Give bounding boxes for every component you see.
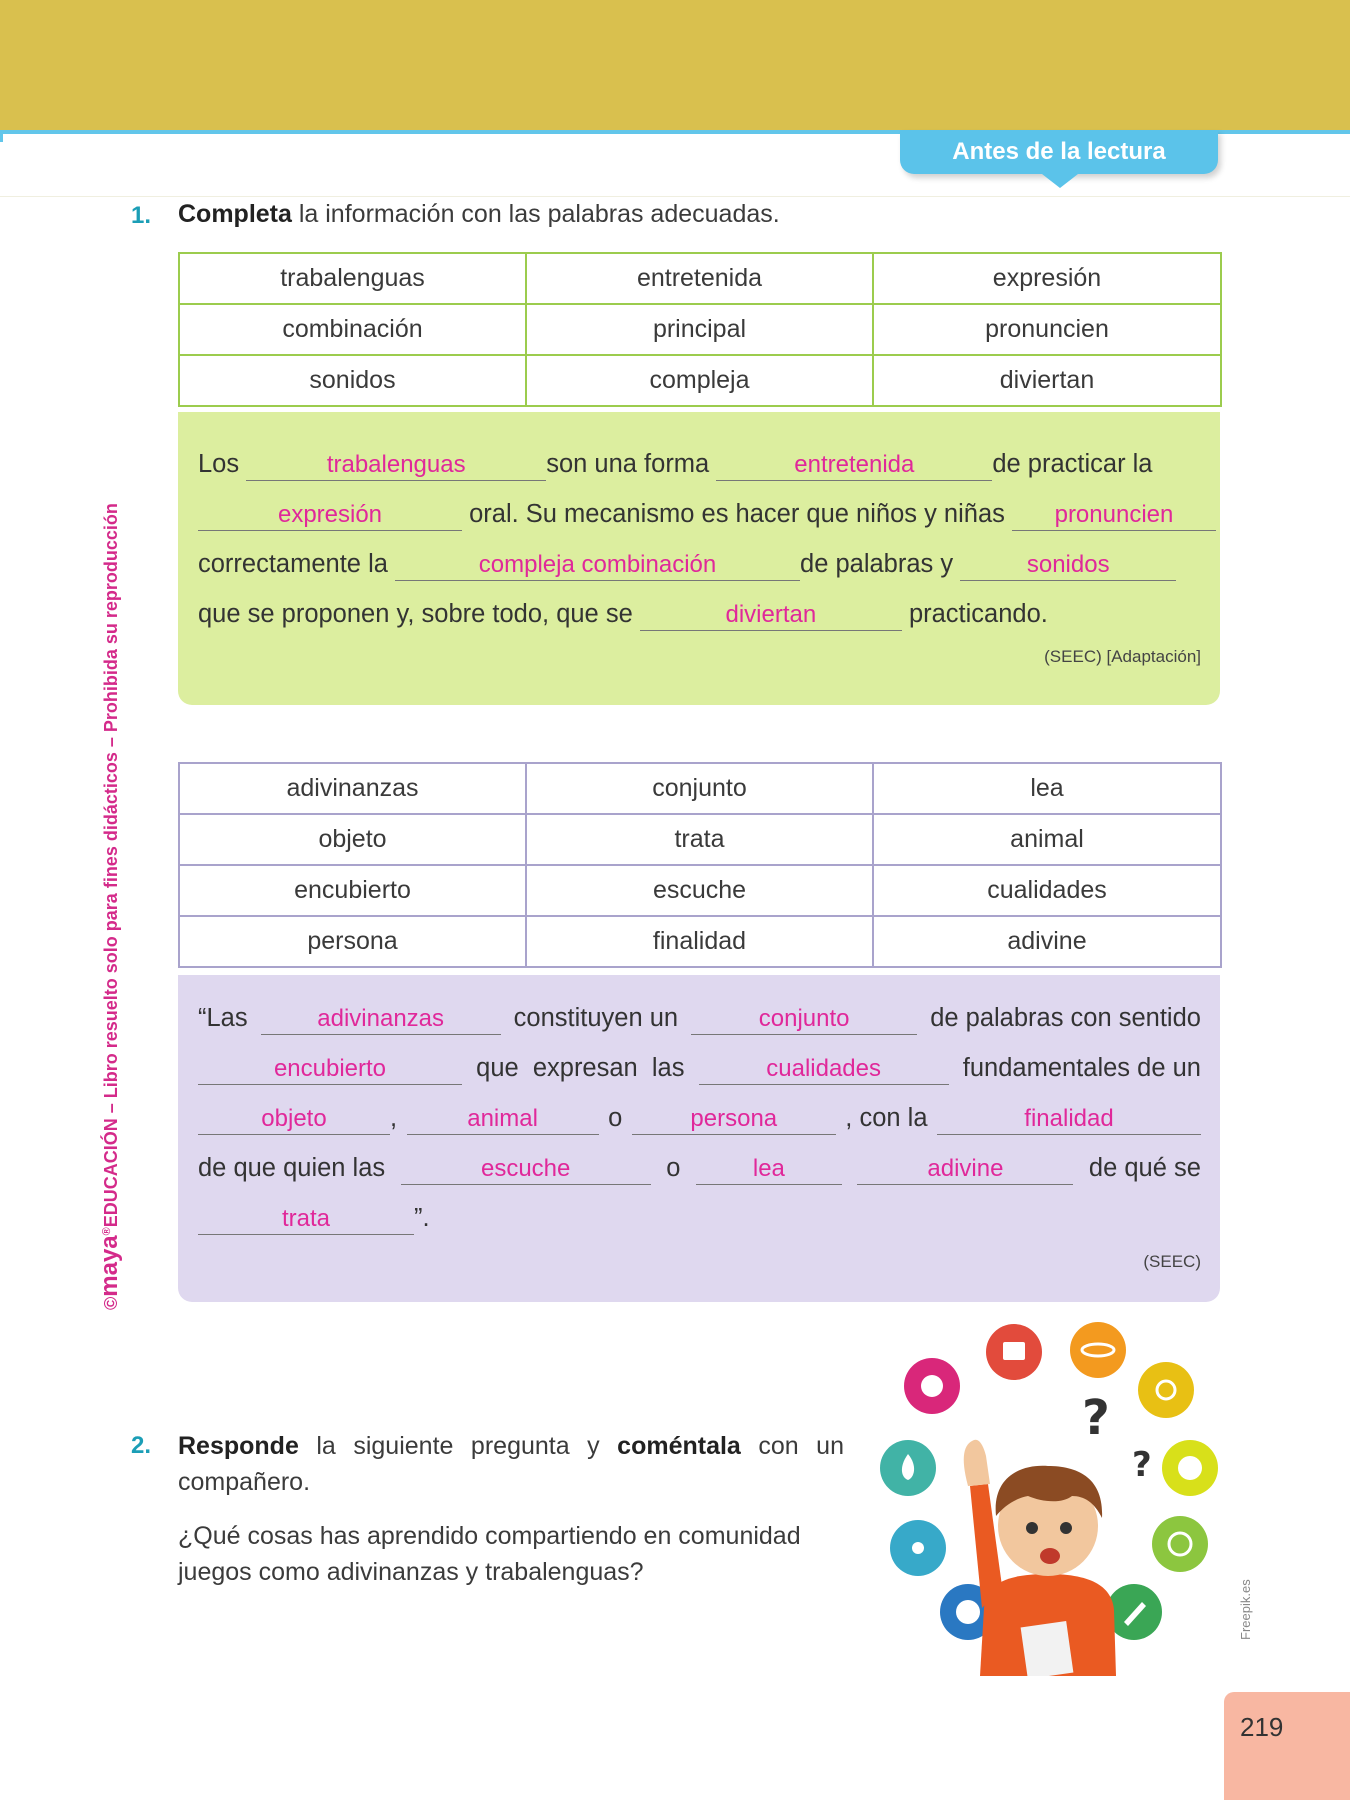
table-cell: adivinanzas xyxy=(179,763,526,814)
question-2-instruction xyxy=(178,1428,844,1500)
question-2-verb-comment: coméntala xyxy=(617,1432,741,1460)
side-credit-text: EDUCACIÓN – Libro resuelto solo para fines didácticos – Prohibida su reproducción xyxy=(101,503,121,1228)
cloze-text: expresan xyxy=(532,1054,638,1082)
side-credit xyxy=(96,503,124,1310)
answer-blank[interactable]: diviertan xyxy=(640,600,902,631)
brand-logo-text: maya xyxy=(96,1235,123,1297)
cloze-text: ”. xyxy=(414,1204,430,1232)
table-row xyxy=(179,814,1221,865)
illustration-credit: Freepik.es xyxy=(1238,1579,1253,1640)
header-accent-tick xyxy=(0,130,3,142)
cloze-line xyxy=(198,550,1201,581)
answer-blank[interactable]: adivine xyxy=(857,1154,1073,1185)
table-cell: principal xyxy=(526,304,873,355)
answer-blank[interactable]: lea xyxy=(696,1154,842,1185)
cloze-text: de palabras y xyxy=(800,550,954,578)
cloze-line xyxy=(198,1204,1201,1235)
table-cell: entretenida xyxy=(526,253,873,304)
table-cell: compleja xyxy=(526,355,873,406)
answer-blank[interactable]: sonidos xyxy=(960,550,1176,581)
cloze-text: o xyxy=(608,1104,623,1132)
section-tab xyxy=(900,130,1218,174)
table-cell: escuche xyxy=(526,865,873,916)
word-bank-table-2 xyxy=(178,762,1222,968)
question-1-text: la información con las palabras adecuadas. xyxy=(291,200,780,228)
table-row xyxy=(179,304,1221,355)
cell-icon xyxy=(1152,1516,1208,1572)
registered-symbol: ® xyxy=(101,1227,113,1236)
planet-icon xyxy=(1070,1322,1126,1378)
question-2-prompt: ¿Qué cosas has aprendido compartiendo en comunidad juegos como adivinanzas y trabalenguas? xyxy=(178,1522,801,1586)
cloze-text: de palabras con sentido xyxy=(930,1004,1201,1032)
cloze-line xyxy=(198,600,1201,631)
cloze-text: , con la xyxy=(845,1104,928,1132)
source-citation: (SEEC) xyxy=(1143,1252,1201,1271)
table-row xyxy=(179,916,1221,967)
answer-blank[interactable]: trata xyxy=(198,1204,414,1235)
cloze-text: oral. Su mecanismo es hacer que niños y niñas xyxy=(469,500,1005,528)
cloze-line xyxy=(198,1054,1201,1085)
cloze-text: , xyxy=(390,1104,398,1132)
cloze-text: practicando. xyxy=(908,600,1048,628)
table-cell: finalidad xyxy=(526,916,873,967)
cloze-line xyxy=(198,1104,1201,1135)
question-1-instruction xyxy=(178,200,780,229)
question-mark-icon: ? xyxy=(1132,1445,1152,1485)
table-cell: combinación xyxy=(179,304,526,355)
answer-blank[interactable]: escuche xyxy=(401,1154,651,1185)
page-number-tab xyxy=(1224,1692,1350,1800)
header-band xyxy=(0,0,1350,130)
table-cell: cualidades xyxy=(873,865,1221,916)
cloze-line xyxy=(198,500,1201,531)
cloze-text: las xyxy=(651,1054,685,1082)
answer-blank[interactable]: persona xyxy=(632,1104,836,1135)
table-cell: conjunto xyxy=(526,763,873,814)
cloze-line xyxy=(198,1004,1201,1035)
boy-figure xyxy=(964,1440,1116,1676)
answer-blank[interactable]: compleja combinación xyxy=(395,550,800,581)
table-row xyxy=(179,253,1221,304)
answer-blank[interactable]: objeto xyxy=(198,1104,390,1135)
header-divider xyxy=(0,196,1350,197)
stethoscope-icon xyxy=(1138,1362,1194,1418)
section-tab-label: Antes de la lectura xyxy=(952,138,1166,165)
cloze-text: “Las xyxy=(198,1004,248,1032)
table-cell: objeto xyxy=(179,814,526,865)
answer-blank[interactable]: pronuncien xyxy=(1012,500,1216,531)
question-2-text: la siguiente pregunta y xyxy=(298,1432,618,1460)
answer-blank[interactable]: expresión xyxy=(198,500,462,531)
copyright-symbol: © xyxy=(101,1296,121,1310)
table-cell: animal xyxy=(873,814,1221,865)
answer-blank[interactable]: conjunto xyxy=(691,1004,917,1035)
question-2-text: con un compañero. xyxy=(178,1432,844,1496)
answer-blank[interactable]: cualidades xyxy=(699,1054,949,1085)
cloze-text: de qué se xyxy=(1088,1154,1201,1182)
table-cell: persona xyxy=(179,916,526,967)
cloze-text: constituyen un xyxy=(513,1004,679,1032)
table-cell: trabalenguas xyxy=(179,253,526,304)
answer-blank[interactable]: entretenida xyxy=(716,450,992,481)
cloze-line xyxy=(198,1154,1201,1185)
cloze-text: Los xyxy=(198,450,240,478)
table-row xyxy=(179,355,1221,406)
table-cell: pronuncien xyxy=(873,304,1221,355)
answer-blank[interactable]: trabalenguas xyxy=(246,450,546,481)
answer-blank[interactable]: encubierto xyxy=(198,1054,462,1085)
cloze-text: fundamentales de un xyxy=(962,1054,1201,1082)
table-cell: encubierto xyxy=(179,865,526,916)
answer-blank[interactable]: finalidad xyxy=(937,1104,1201,1135)
table-row xyxy=(179,763,1221,814)
table-cell: diviertan xyxy=(873,355,1221,406)
cloze-text: o xyxy=(666,1154,681,1182)
cloze-text: que xyxy=(476,1054,519,1082)
question-1-number: 1. xyxy=(131,202,152,229)
question-2-number: 2. xyxy=(131,1432,152,1459)
question-mark-icon: ? xyxy=(1082,1390,1110,1446)
cloze-text: que se proponen y, sobre todo, que se xyxy=(198,600,633,628)
page-number: 219 xyxy=(1240,1712,1284,1742)
question-1-verb: Completa xyxy=(178,200,292,228)
table-cell: sonidos xyxy=(179,355,526,406)
cloze-text-2 xyxy=(198,1004,1201,1284)
answer-blank[interactable]: animal xyxy=(407,1104,599,1135)
question-2-verb-respond: Responde xyxy=(178,1432,299,1460)
source-citation: (SEEC) [Adaptación] xyxy=(1044,647,1201,666)
answer-blank[interactable]: adivinanzas xyxy=(261,1004,501,1035)
cloze-text: son una forma xyxy=(546,450,710,478)
table-cell: trata xyxy=(526,814,873,865)
cloze-line xyxy=(198,450,1201,481)
table-cell: expresión xyxy=(873,253,1221,304)
table-cell: lea xyxy=(873,763,1221,814)
thinking-boy-illustration xyxy=(872,1316,1232,1676)
table-row xyxy=(179,865,1221,916)
cloze-text: correctamente la xyxy=(198,550,388,578)
table-cell: adivine xyxy=(873,916,1221,967)
cloze-text-1 xyxy=(198,450,1201,690)
cloze-text: de que quien las xyxy=(198,1154,386,1182)
word-bank-table-1 xyxy=(178,252,1222,407)
cloze-text: de practicar la xyxy=(992,450,1153,478)
